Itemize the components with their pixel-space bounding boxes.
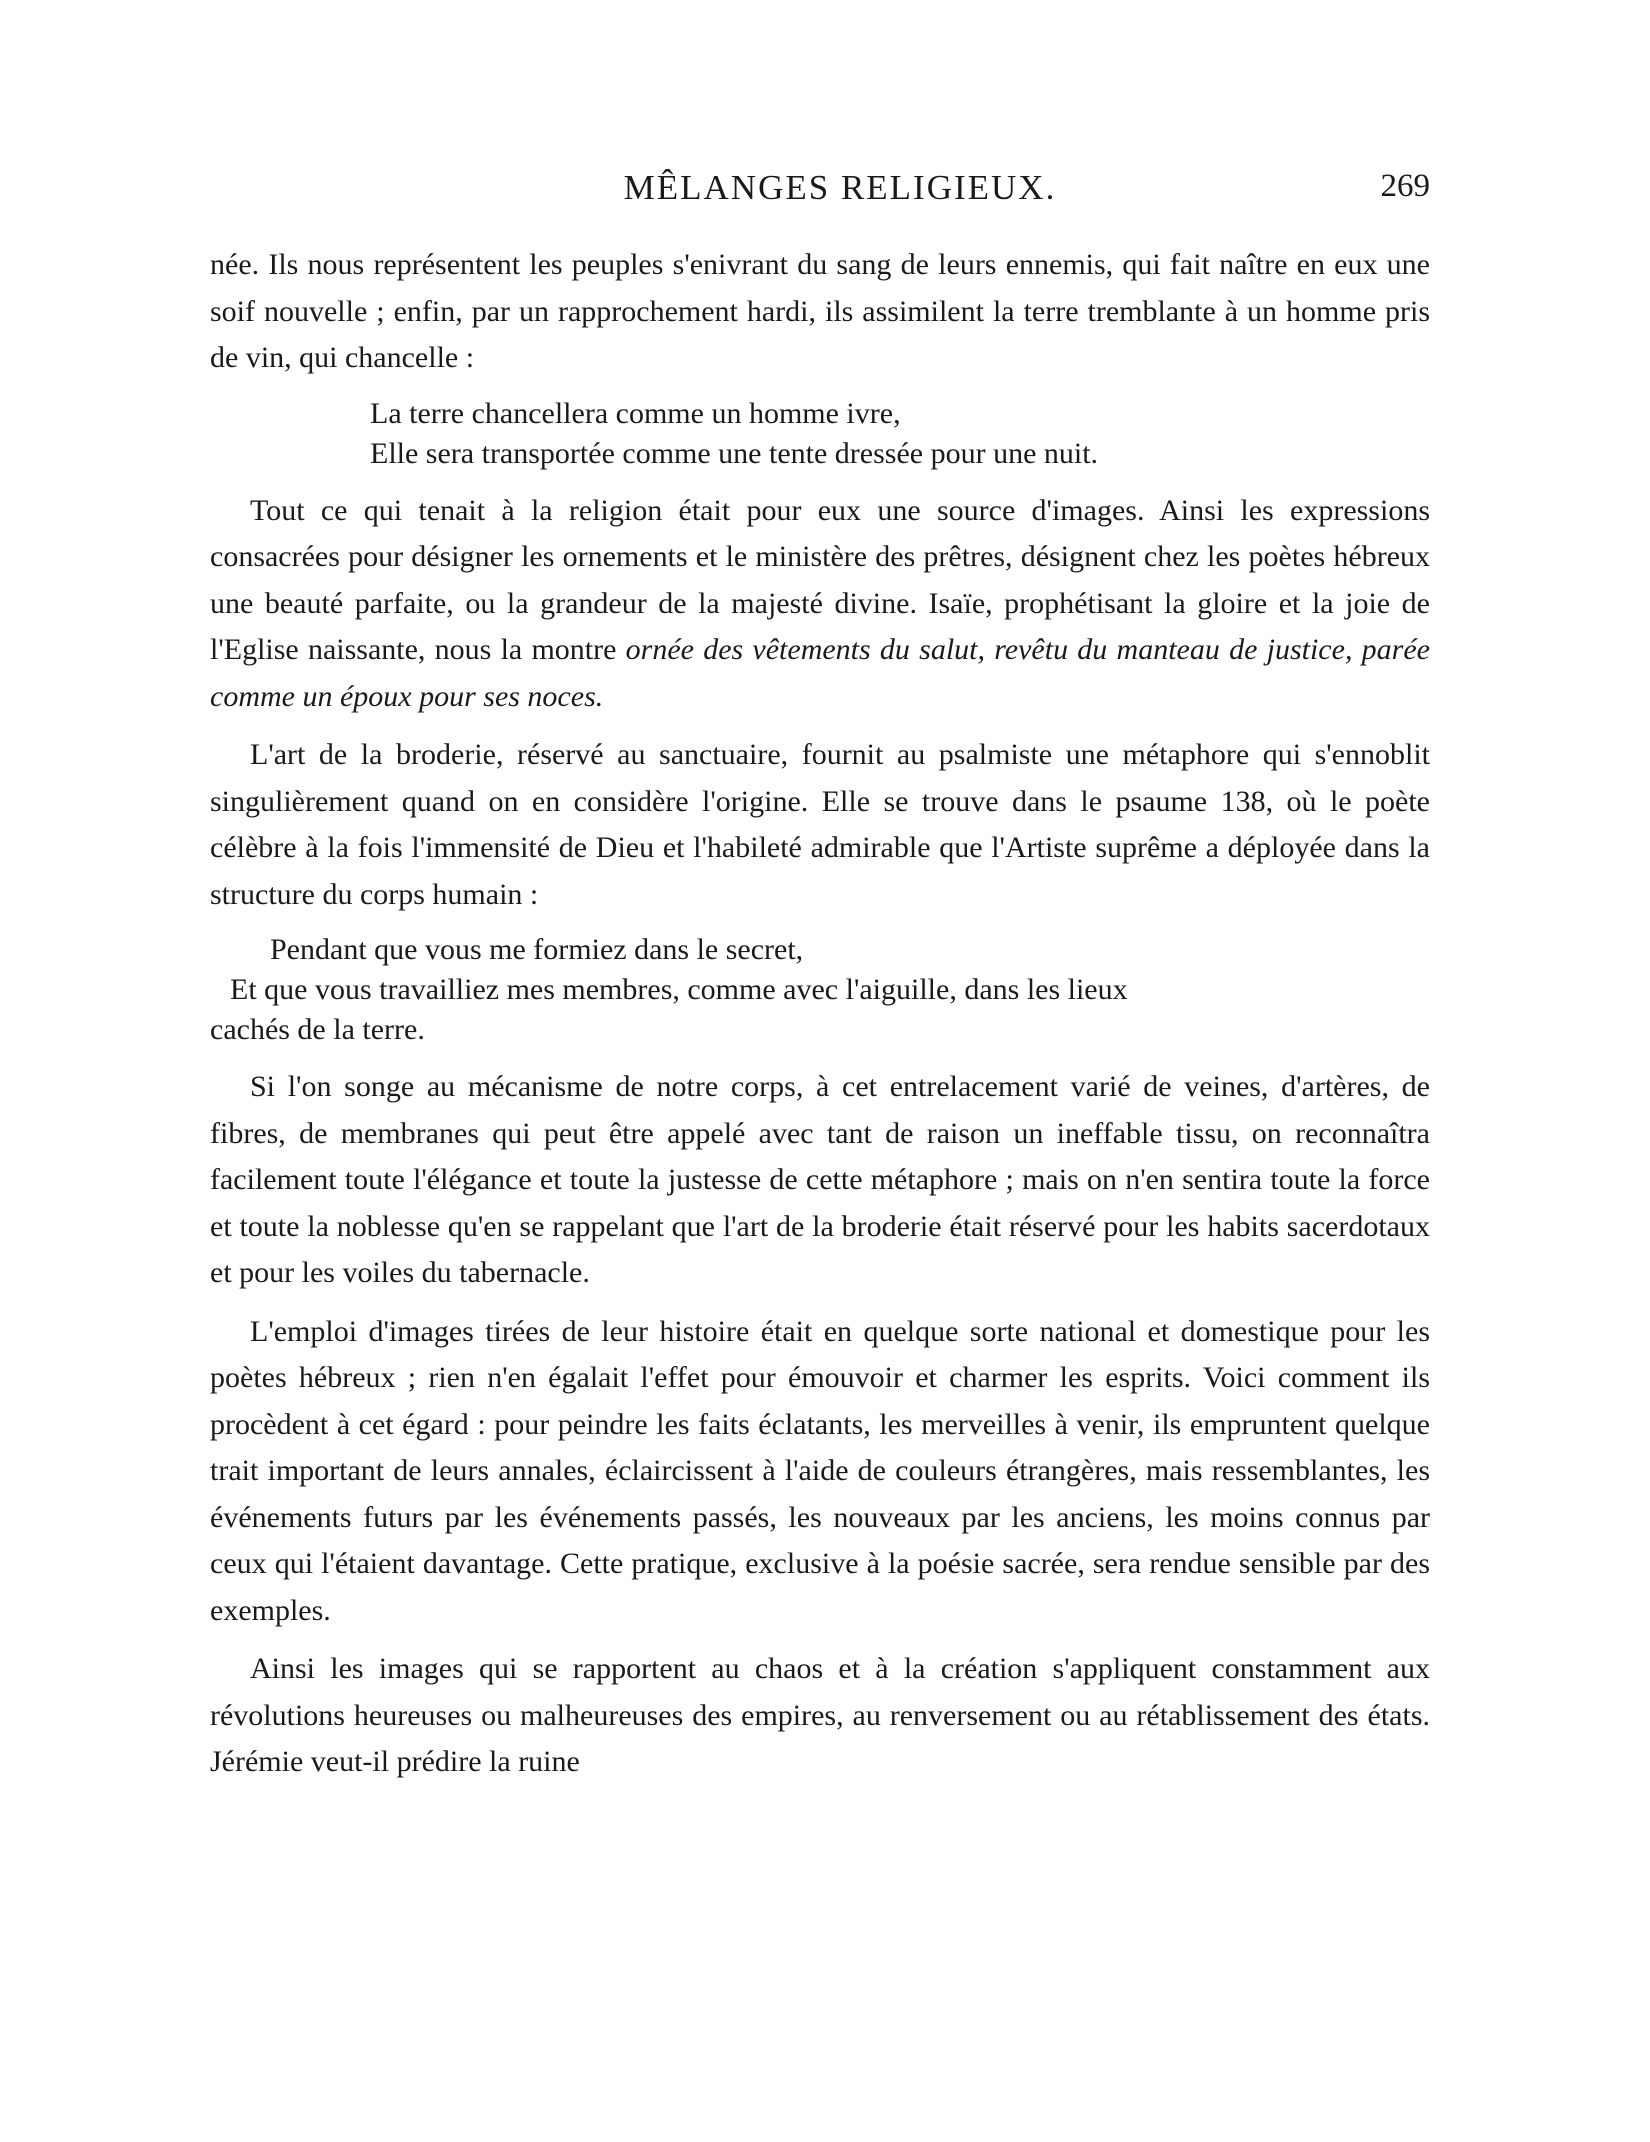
paragraph-text: Tout ce qui tenait à la religion était pour eux une source d'images. Ainsi les expressions consacrées pour désigner les ornements et le ministère des prêtres, désignent chez les poètes hébreux une beauté parfaite, ou la grandeur de la majesté divine. Isaïe, prophétisant la gloire et la joie de l'Eglise naissante, nous la montre — [210, 493, 1430, 666]
paragraph-continuation: née. Ils nous représentent les peuples s'enivrant du sang de leurs ennemis, qui fait naître en eux une soif nouvelle ; enfin, par un rapprochement hardi, ils assimilent la terre tremblante à un homme pris de vin, qui chancelle : — [210, 248, 1430, 374]
verse-line: Et que vous travailliez mes membres, comme avec l'aiguille, dans les lieux — [230, 973, 1128, 1006]
page-header — [210, 168, 1430, 212]
verse-quotation-2 — [210, 930, 1430, 1050]
verse-quotation-1 — [210, 394, 1430, 474]
paragraph-broderie: L'art de la broderie, réservé au sanctuaire, fournit au psalmiste une métaphore qui s'ennoblit singulièrement quand on en considère l'origine. Elle se trouve dans le psaume 138, où le poète célèbre à la fois l'immensité de Dieu et l'habileté admirable que l'Artiste suprême a déployée dans la structure du corps humain : — [210, 738, 1430, 911]
paragraph-histoire: L'emploi d'images tirées de leur histoire était en quelque sorte national et domestique pour les poètes hébreux ; rien n'en égalait l'effet pour émouvoir et charmer les esprits. Voici comment ils procèdent à cet égard : pour peindre les faits éclatants, les merveilles à venir, ils empruntent quelque trait important de leurs annales, éclaircissent à l'aide de couleurs étrangères, mais ressemblantes, les événements futurs par les événements passés, les nouveaux par les anciens, les moins connus par ceux qui l'étaient davantage. Cette pratique, exclusive à la poésie sacrée, sera rendue sensible par des exemples. — [210, 1314, 1430, 1627]
body-text — [210, 242, 1430, 1798]
italic-quotation: ornée des vêtements du salut, revêtu du manteau de justice, parée comme un époux pour ses noces. — [210, 633, 1430, 713]
page-number: 269 — [1380, 168, 1430, 204]
paragraph-religion-images — [210, 488, 1430, 721]
verse-line: La terre chancellera comme un homme ivre, — [370, 396, 901, 430]
paragraph-chaos: Ainsi les images qui se rapportent au chaos et à la création s'appliquent constamment aux révolutions heureuses ou malheureuses des empires, au renversement ou au rétablissement des états. Jérémie veut-il prédire la ruine — [210, 1652, 1430, 1778]
verse-line: cachés de la terre. — [210, 1013, 425, 1046]
verse-line: Pendant que vous me formiez dans le secret, — [270, 933, 804, 966]
running-title: MÊLANGES RELIGIEUX. — [623, 168, 1057, 207]
paragraph-mecanisme: Si l'on songe au mécanisme de notre corps, à cet entrelacement varié de veines, d'artères, de fibres, de membranes qui peut être appelé avec tant de raison un ineffable tissu, on reconnaîtra facilement toute l'élégance et toute la justesse de cette métaphore ; mais on n'en sentira toute la force et toute la noblesse qu'en se rappelant que l'art de la broderie était réservé pour les habits sacerdotaux et pour les voiles du tabernacle. — [210, 1070, 1430, 1289]
verse-line: Elle sera transportée comme une tente dressée pour une nuit. — [370, 436, 1099, 470]
